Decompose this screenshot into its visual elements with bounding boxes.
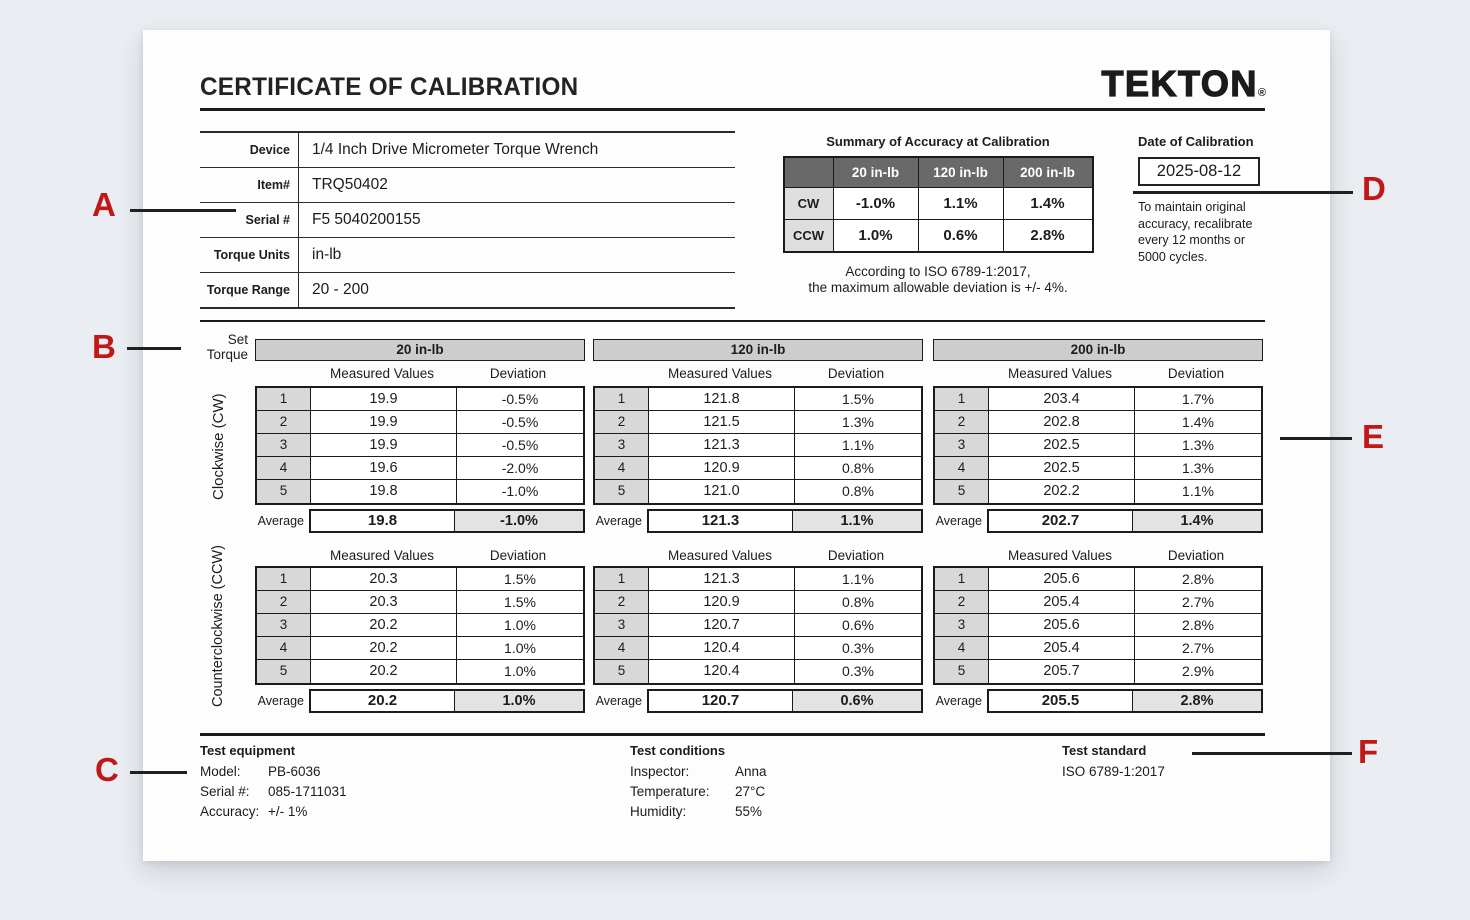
average-label: Average bbox=[935, 514, 982, 528]
trial-number-cell: 5 bbox=[935, 660, 989, 683]
measured-value-cell: 19.9 bbox=[311, 434, 457, 456]
measured-value-cell: 19.9 bbox=[311, 411, 457, 433]
measured-value-cell: 205.6 bbox=[989, 614, 1135, 636]
table-row bbox=[257, 591, 583, 614]
measured-value-cell: 19.8 bbox=[311, 480, 457, 503]
summary-table bbox=[783, 156, 1094, 253]
table-row bbox=[595, 591, 921, 614]
test-standard-value: ISO 6789-1:2017 bbox=[1062, 764, 1165, 779]
set-torque-label bbox=[200, 332, 248, 362]
average-deviation-cell: 2.8% bbox=[1133, 689, 1263, 713]
measurement-table-ccw bbox=[593, 566, 923, 685]
average-measured-cell: 205.5 bbox=[987, 689, 1133, 713]
recalibration-note: To maintain original accuracy, recalibrate every 12 months or 5000 cycles. bbox=[1138, 200, 1253, 264]
summary-value: 1.1% bbox=[919, 188, 1004, 220]
table-row bbox=[257, 480, 583, 503]
deviation-cell: 1.4% bbox=[1182, 414, 1214, 430]
annotation-line-a bbox=[130, 209, 236, 212]
table-row bbox=[257, 388, 583, 411]
device-row-value: 20 - 200 bbox=[312, 281, 369, 298]
trial-number-cell: 5 bbox=[595, 660, 649, 683]
trial-number-cell: 1 bbox=[595, 568, 649, 590]
trial-number-cell: 4 bbox=[935, 637, 989, 659]
test-conditions-block bbox=[630, 742, 767, 822]
deviation-cell: 2.8% bbox=[1182, 571, 1214, 587]
annotation-line-e bbox=[1280, 437, 1352, 440]
average-deviation-cell: -1.0% bbox=[455, 509, 585, 533]
average-label: Average bbox=[935, 694, 982, 708]
measured-value-cell: 20.3 bbox=[311, 591, 457, 613]
footer-row-label: Temperature: bbox=[630, 784, 710, 799]
device-row-label: Item# bbox=[200, 168, 299, 202]
measured-value-cell: 202.2 bbox=[989, 480, 1135, 503]
footer-row-label: Inspector: bbox=[630, 764, 690, 779]
measured-value-cell: 202.5 bbox=[989, 434, 1135, 456]
footer-row-label: Model: bbox=[200, 764, 241, 779]
test-equipment-block bbox=[200, 742, 347, 822]
column-headers-ccw bbox=[255, 548, 585, 565]
deviation-cell: 2.9% bbox=[1182, 663, 1214, 679]
device-row-label: Device bbox=[200, 133, 299, 167]
deviation-cell: 0.8% bbox=[842, 460, 874, 476]
deviation-cell: -0.5% bbox=[501, 437, 539, 453]
table-row bbox=[935, 614, 1261, 637]
deviation-cell: 0.8% bbox=[842, 594, 874, 610]
test-standard-heading: Test standard bbox=[1062, 743, 1147, 758]
measured-value-cell: 120.9 bbox=[649, 457, 795, 479]
average-deviation-cell: 1.1% bbox=[793, 509, 923, 533]
deviation-header: Deviation bbox=[1167, 548, 1225, 563]
trial-number-cell: 2 bbox=[595, 411, 649, 433]
average-label: Average bbox=[257, 514, 304, 528]
table-row bbox=[595, 388, 921, 411]
trial-number-cell: 3 bbox=[935, 434, 989, 456]
summary-corner-cell bbox=[785, 158, 834, 188]
trial-number-cell: 4 bbox=[935, 457, 989, 479]
trial-number-cell: 2 bbox=[935, 591, 989, 613]
annotation-line-f bbox=[1192, 752, 1352, 755]
measured-value-cell: 20.2 bbox=[311, 660, 457, 683]
footer-row bbox=[200, 762, 347, 782]
measured-value-cell: 202.5 bbox=[989, 457, 1135, 479]
deviation-header: Deviation bbox=[1167, 366, 1225, 381]
annotation-letter-f: F bbox=[1358, 733, 1379, 770]
trial-number-cell: 5 bbox=[257, 480, 311, 503]
annotation-letter-a: A bbox=[92, 186, 116, 223]
average-deviation-cell: 0.6% bbox=[793, 689, 923, 713]
summary-value: 1.0% bbox=[834, 220, 919, 251]
summary-row-label: CCW bbox=[785, 220, 834, 251]
footer-row bbox=[200, 802, 347, 822]
average-deviation-cell: 1.4% bbox=[1133, 509, 1263, 533]
measured-value-cell: 205.7 bbox=[989, 660, 1135, 683]
measured-values-header: Measured Values bbox=[329, 366, 435, 381]
deviation-cell: 0.3% bbox=[842, 663, 874, 679]
device-row bbox=[200, 273, 735, 307]
footer-row-value: Anna bbox=[735, 764, 767, 779]
set-torque-bar: 20 in-lb bbox=[255, 339, 585, 361]
trial-number-cell: 1 bbox=[257, 568, 311, 590]
table-row bbox=[257, 660, 583, 683]
table-row bbox=[595, 637, 921, 660]
footer-row-value: PB-6036 bbox=[268, 764, 321, 779]
trial-number-cell: 3 bbox=[257, 434, 311, 456]
section-divider bbox=[200, 320, 1265, 322]
deviation-cell: 1.5% bbox=[504, 571, 536, 587]
average-measured-cell: 20.2 bbox=[309, 689, 455, 713]
trial-number-cell: 3 bbox=[595, 434, 649, 456]
deviation-cell: 2.7% bbox=[1182, 640, 1214, 656]
deviation-cell: 1.3% bbox=[1182, 437, 1214, 453]
deviation-cell: 1.0% bbox=[504, 617, 536, 633]
trial-number-cell: 2 bbox=[935, 411, 989, 433]
measured-value-cell: 120.7 bbox=[649, 614, 795, 636]
table-row bbox=[935, 457, 1261, 480]
deviation-cell: 0.8% bbox=[842, 483, 874, 499]
accuracy-summary bbox=[777, 134, 1099, 296]
summary-row-label: CW bbox=[785, 188, 834, 220]
torque-group-200-in-lb bbox=[933, 330, 1263, 722]
measured-values-header: Measured Values bbox=[1007, 366, 1113, 381]
measured-value-cell: 121.3 bbox=[649, 434, 795, 456]
summary-title: Summary of Accuracy at Calibration bbox=[826, 134, 1050, 149]
summary-note-line1: According to ISO 6789-1:2017, bbox=[845, 264, 1031, 279]
measured-values-header: Measured Values bbox=[667, 366, 773, 381]
deviation-cell: 1.0% bbox=[504, 663, 536, 679]
average-measured-cell: 19.8 bbox=[309, 509, 455, 533]
column-headers-cw bbox=[593, 366, 923, 383]
measured-value-cell: 205.4 bbox=[989, 591, 1135, 613]
footer-row bbox=[200, 782, 347, 802]
average-measured-cell: 120.7 bbox=[647, 689, 793, 713]
registered-mark-icon: ® bbox=[1257, 87, 1266, 99]
deviation-header: Deviation bbox=[489, 366, 547, 381]
summary-col-header: 200 in-lb bbox=[1004, 158, 1092, 188]
device-row-label: Serial # bbox=[200, 203, 299, 237]
column-headers-cw bbox=[255, 366, 585, 383]
measured-value-cell: 205.4 bbox=[989, 637, 1135, 659]
average-label: Average bbox=[257, 694, 304, 708]
average-row-ccw bbox=[593, 689, 923, 713]
deviation-cell: 1.0% bbox=[504, 640, 536, 656]
device-row-label: Torque Units bbox=[200, 238, 299, 272]
device-row-label: Torque Range bbox=[200, 273, 299, 307]
measured-value-cell: 19.9 bbox=[311, 388, 457, 410]
trial-number-cell: 2 bbox=[595, 591, 649, 613]
deviation-cell: -1.0% bbox=[501, 483, 539, 499]
calibration-date-block bbox=[1138, 134, 1265, 265]
deviation-cell: 1.1% bbox=[1182, 483, 1214, 499]
measured-value-cell: 203.4 bbox=[989, 388, 1135, 410]
annotation-line-c bbox=[130, 771, 187, 774]
deviation-cell: 1.1% bbox=[842, 437, 874, 453]
deviation-cell: 1.1% bbox=[842, 571, 874, 587]
table-row bbox=[257, 434, 583, 457]
summary-col-header: 120 in-lb bbox=[919, 158, 1004, 188]
table-row bbox=[595, 434, 921, 457]
deviation-header: Deviation bbox=[489, 548, 547, 563]
clockwise-label: Clockwise (CW) bbox=[210, 393, 227, 501]
title-divider bbox=[200, 108, 1265, 111]
measurement-table-cw bbox=[933, 386, 1263, 505]
footer-row-value: 55% bbox=[735, 804, 763, 819]
table-row bbox=[935, 434, 1261, 457]
deviation-cell: 1.3% bbox=[1182, 460, 1214, 476]
average-label: Average bbox=[595, 694, 642, 708]
table-row bbox=[935, 411, 1261, 434]
trial-number-cell: 4 bbox=[257, 457, 311, 479]
set-torque-bar: 120 in-lb bbox=[593, 339, 923, 361]
annotation-letter-e: E bbox=[1362, 418, 1385, 455]
trial-number-cell: 1 bbox=[595, 388, 649, 410]
table-row bbox=[595, 411, 921, 434]
summary-value: 1.4% bbox=[1004, 188, 1092, 220]
set-torque-line2: Torque bbox=[206, 347, 248, 362]
trial-number-cell: 5 bbox=[595, 480, 649, 503]
average-measured-cell: 121.3 bbox=[647, 509, 793, 533]
measured-value-cell: 120.4 bbox=[649, 637, 795, 659]
measurement-table-cw bbox=[593, 386, 923, 505]
trial-number-cell: 1 bbox=[935, 568, 989, 590]
trial-number-cell: 3 bbox=[257, 614, 311, 636]
device-row-value: F5 5040200155 bbox=[312, 211, 421, 228]
torque-group-120-in-lb bbox=[593, 330, 923, 722]
summary-col-header: 20 in-lb bbox=[834, 158, 919, 188]
test-conditions-heading: Test conditions bbox=[630, 743, 726, 758]
device-info-table bbox=[200, 131, 735, 309]
average-measured-cell: 202.7 bbox=[987, 509, 1133, 533]
measured-value-cell: 202.8 bbox=[989, 411, 1135, 433]
measured-value-cell: 120.4 bbox=[649, 660, 795, 683]
summary-value: -1.0% bbox=[834, 188, 919, 220]
trial-number-cell: 4 bbox=[595, 457, 649, 479]
brand-name: TEKTON bbox=[1101, 63, 1258, 104]
device-row-value: 1/4 Inch Drive Micrometer Torque Wrench bbox=[312, 141, 599, 158]
footer-row-value: +/- 1% bbox=[268, 804, 308, 819]
deviation-cell: -2.0% bbox=[501, 460, 539, 476]
annotation-line-d bbox=[1133, 191, 1353, 194]
footer-row-label: Humidity: bbox=[630, 804, 687, 819]
deviation-cell: 2.8% bbox=[1182, 617, 1214, 633]
table-row bbox=[257, 637, 583, 660]
measured-values-header: Measured Values bbox=[667, 548, 773, 563]
measured-value-cell: 121.5 bbox=[649, 411, 795, 433]
trial-number-cell: 3 bbox=[595, 614, 649, 636]
trial-number-cell: 3 bbox=[935, 614, 989, 636]
deviation-cell: 1.5% bbox=[504, 594, 536, 610]
deviation-cell: -0.5% bbox=[501, 391, 539, 407]
annotation-letter-c: C bbox=[95, 751, 119, 788]
trial-number-cell: 5 bbox=[935, 480, 989, 503]
footer-divider bbox=[200, 733, 1265, 736]
measured-values-header: Measured Values bbox=[1007, 548, 1113, 563]
measured-values-header: Measured Values bbox=[329, 548, 435, 563]
footer-row bbox=[630, 782, 767, 802]
deviation-header: Deviation bbox=[827, 548, 885, 563]
device-row bbox=[200, 133, 735, 168]
average-label: Average bbox=[595, 514, 642, 528]
average-deviation-cell: 1.0% bbox=[455, 689, 585, 713]
device-row-value: TRQ50402 bbox=[312, 176, 388, 193]
certificate-paper bbox=[143, 30, 1330, 861]
annotation-letter-b: B bbox=[92, 328, 116, 365]
deviation-cell: 1.7% bbox=[1182, 391, 1214, 407]
deviation-cell: 0.6% bbox=[842, 617, 874, 633]
footer bbox=[200, 742, 1265, 852]
measurement-table-cw bbox=[255, 386, 585, 505]
trial-number-cell: 5 bbox=[257, 660, 311, 683]
trial-number-cell: 1 bbox=[257, 388, 311, 410]
device-row bbox=[200, 168, 735, 203]
measured-value-cell: 205.6 bbox=[989, 568, 1135, 590]
torque-group-20-in-lb bbox=[255, 330, 585, 722]
average-row-cw bbox=[593, 509, 923, 533]
table-row bbox=[935, 480, 1261, 503]
device-row bbox=[200, 238, 735, 273]
trial-number-cell: 4 bbox=[257, 637, 311, 659]
date-value-box bbox=[1138, 157, 1260, 186]
table-row bbox=[935, 591, 1261, 614]
deviation-cell: 1.3% bbox=[842, 414, 874, 430]
set-torque-bar: 200 in-lb bbox=[933, 339, 1263, 361]
measurement-table-ccw bbox=[255, 566, 585, 685]
date-value: 2025-08-12 bbox=[1156, 162, 1242, 180]
measurement-area bbox=[200, 330, 1265, 722]
deviation-header: Deviation bbox=[827, 366, 885, 381]
trial-number-cell: 2 bbox=[257, 591, 311, 613]
table-row bbox=[935, 637, 1261, 660]
footer-row-label: Accuracy: bbox=[200, 804, 260, 819]
footer-row bbox=[630, 802, 767, 822]
table-row bbox=[935, 388, 1261, 411]
table-row bbox=[595, 480, 921, 503]
measured-value-cell: 20.3 bbox=[311, 568, 457, 590]
table-row bbox=[595, 660, 921, 683]
column-headers-ccw bbox=[593, 548, 923, 565]
test-standard-block bbox=[1062, 742, 1165, 782]
date-label: Date of Calibration bbox=[1138, 134, 1254, 149]
column-headers-ccw bbox=[933, 548, 1263, 565]
measured-value-cell: 120.9 bbox=[649, 591, 795, 613]
summary-note-line2: the maximum allowable deviation is +/- 4%. bbox=[808, 280, 1068, 295]
device-row bbox=[200, 203, 735, 238]
average-row-ccw bbox=[933, 689, 1263, 713]
footer-row-value: 085-1711031 bbox=[268, 784, 347, 799]
table-row bbox=[935, 568, 1261, 591]
measured-value-cell: 19.6 bbox=[311, 457, 457, 479]
summary-note bbox=[743, 264, 1133, 296]
deviation-cell: 2.7% bbox=[1182, 594, 1214, 610]
table-row bbox=[257, 411, 583, 434]
measured-value-cell: 121.8 bbox=[649, 388, 795, 410]
footer-row-label: Serial #: bbox=[200, 784, 250, 799]
test-equipment-heading: Test equipment bbox=[200, 743, 296, 758]
table-row bbox=[257, 614, 583, 637]
table-row bbox=[257, 568, 583, 591]
table-row bbox=[595, 568, 921, 591]
average-row-cw bbox=[255, 509, 585, 533]
column-headers-cw bbox=[933, 366, 1263, 383]
trial-number-cell: 4 bbox=[595, 637, 649, 659]
deviation-cell: 0.3% bbox=[842, 640, 874, 656]
table-row bbox=[595, 457, 921, 480]
annotation-line-b bbox=[127, 347, 181, 350]
tekton-logo bbox=[1102, 63, 1266, 105]
footer-row bbox=[630, 762, 767, 782]
measured-value-cell: 121.3 bbox=[649, 568, 795, 590]
page-title: CERTIFICATE OF CALIBRATION bbox=[200, 73, 579, 101]
deviation-cell: 1.5% bbox=[842, 391, 874, 407]
counterclockwise-label: Counterclockwise (CCW) bbox=[210, 545, 226, 707]
footer-row-value: 27°C bbox=[735, 784, 766, 799]
average-row-cw bbox=[933, 509, 1263, 533]
summary-value: 0.6% bbox=[919, 220, 1004, 251]
annotation-letter-d: D bbox=[1362, 170, 1386, 207]
deviation-cell: -0.5% bbox=[501, 414, 539, 430]
average-row-ccw bbox=[255, 689, 585, 713]
summary-value: 2.8% bbox=[1004, 220, 1092, 251]
trial-number-cell: 1 bbox=[935, 388, 989, 410]
set-torque-line1: Set bbox=[227, 332, 248, 347]
measured-value-cell: 20.2 bbox=[311, 614, 457, 636]
table-row bbox=[257, 457, 583, 480]
measured-value-cell: 121.0 bbox=[649, 480, 795, 503]
measured-value-cell: 20.2 bbox=[311, 637, 457, 659]
device-row-value: in-lb bbox=[312, 246, 342, 263]
trial-number-cell: 2 bbox=[257, 411, 311, 433]
measurement-table-ccw bbox=[933, 566, 1263, 685]
table-row bbox=[595, 614, 921, 637]
table-row bbox=[935, 660, 1261, 683]
